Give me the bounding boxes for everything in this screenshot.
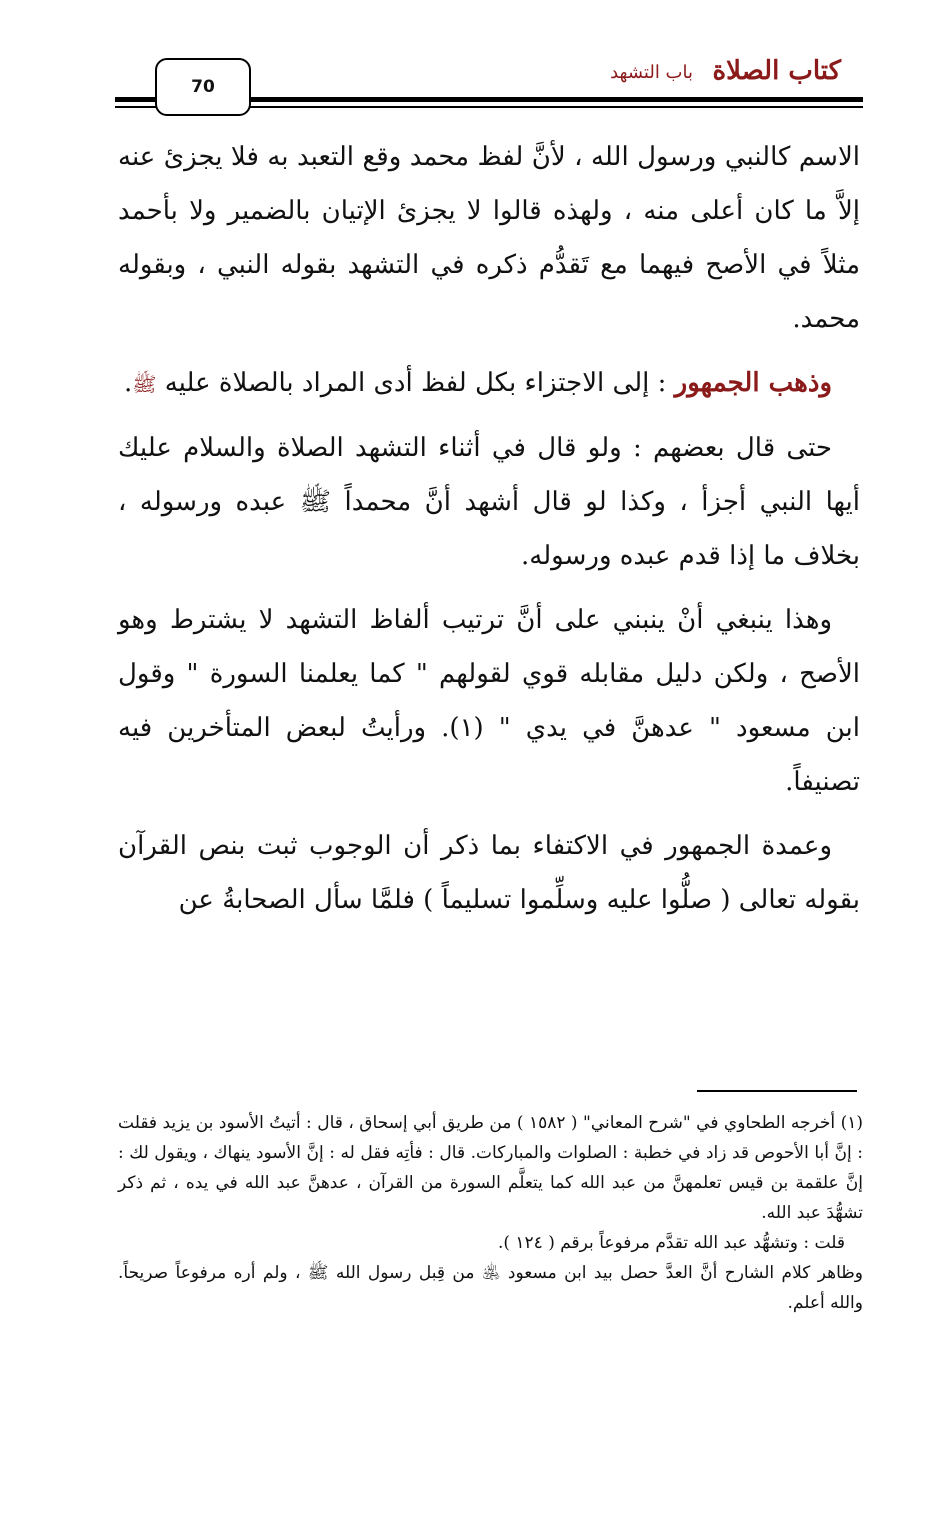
footnote-separator — [697, 1090, 857, 1092]
footnote-2: وظاهر كلام الشارح أنَّ العدَّ حصل بيد ابن مسعود ﵁ من قِبل رسول الله ﷺ ، ولم أره مرفوعاً صريحاً. والله أعلم. — [118, 1263, 863, 1313]
paragraph-2: وذهب الجمهور : إلى الاجتزاء بكل لفظ أدى المراد بالصلاة عليه ﷺ. — [124, 368, 832, 398]
footnote-1: (١) أخرجه الطحاوي في "شرح المعاني" ( ١٥٨٢ ) من طريق أبي إسحاق ، قال : أتيتُ الأسود بن يزيد فقلت : إنَّ أبا الأحوص قد زاد في خطبة : الصلوات والمباركات. قال : فأتِه فقل له : إنَّ الأسود ينهاك ، ويقول لك : إنَّ علقمة بن قيس تعلمهنَّ من عبد الله كما يتعلَّم السورة من القرآن ، عدهنَّ عبد الله في يده ، ثم ذكر تشهُّدَ عبد الله. — [118, 1113, 863, 1223]
main-text — [118, 130, 860, 937]
page-header — [115, 50, 863, 120]
footnote-1-note: قلت : وتشهُّد عبد الله تقدَّم مرفوعاً برقم ( ١٢٤ ). — [497, 1233, 845, 1253]
paragraph-4: وهذا ينبغي أنْ ينبني على أنَّ ترتيب ألفاظ التشهد لا يشترط وهو الأصح ، ولكن دليل مقابله قوي لقولهم " كما يعلمنا السورة " وقول ابن مسعود " عدهنَّ في يدي " (١). ورأيتُ لبعض المتأخرين فيه تصنيفاً. — [118, 605, 860, 797]
highlight-term: وذهب الجمهور — [674, 368, 832, 398]
book-title: كتاب الصلاة — [712, 56, 841, 86]
paragraph-1: الاسم كالنبي ورسول الله ، لأنَّ لفظ محمد وقع التعبد به فلا يجزئ عنه إلاَّ ما كان أعلى منه ، ولهذه قالوا لا يجزئ الإتيان بالضمير ولا بأحمد مثلاً في الأصح فيهما مع تَقدُّم ذكره في التشهد بقوله النبي ، وبقوله محمد. — [118, 142, 860, 334]
paragraph-5: وعمدة الجمهور في الاكتفاء بما ذكر أن الوجوب ثبت بنص القرآن بقوله تعالى ( صلُّوا عليه وسلِّموا تسليماً ) فلمَّا سأل الصحابةُ عن — [118, 831, 860, 915]
page-number-box — [155, 58, 251, 116]
paragraph-3: حتى قال بعضهم : ولو قال في أثناء التشهد الصلاة والسلام عليك أيها النبي أجزأ ، وكذا لو قال أشهد أنَّ محمداً ﷺ عبده ورسوله ، بخلاف ما إذا قدم عبده ورسوله. — [118, 433, 860, 571]
paragraph-2-text: : إلى الاجتزاء بكل لفظ أدى المراد بالصلاة عليه — [156, 368, 675, 398]
footnotes — [118, 1108, 863, 1318]
chapter-title: باب التشهد — [610, 62, 693, 83]
page-number: 70 — [191, 77, 215, 97]
salawat-symbol: ﷺ — [132, 372, 157, 396]
